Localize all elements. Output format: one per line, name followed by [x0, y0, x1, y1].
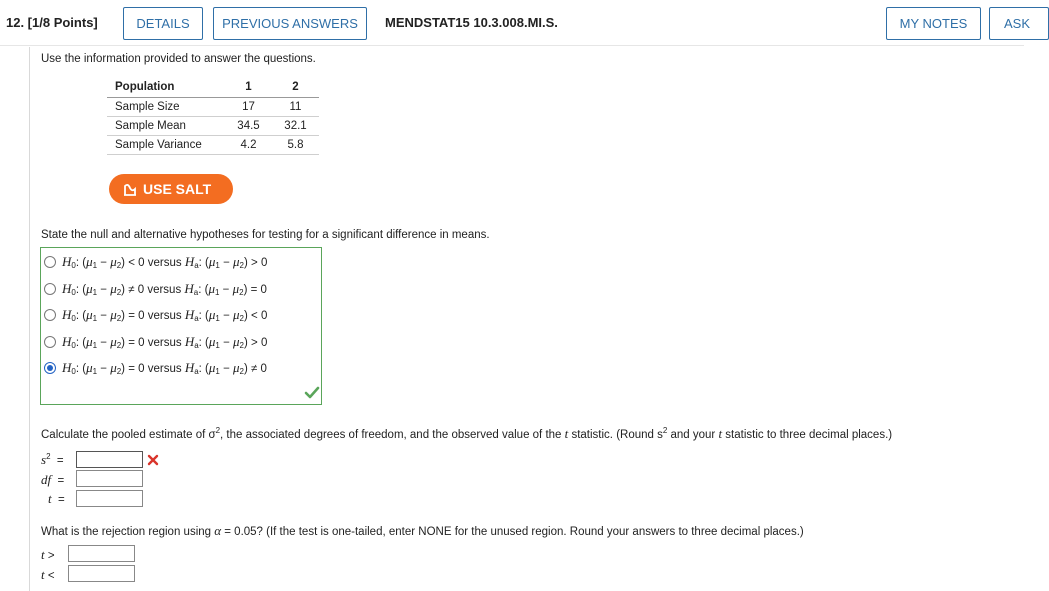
t-greater-label: t > [41, 547, 55, 562]
table-cell: 32.1 [272, 116, 319, 135]
table-cell: 11 [272, 97, 319, 116]
table-header-cell: 2 [272, 78, 319, 97]
radio-button[interactable] [44, 309, 56, 321]
ask-button[interactable]: ASK [989, 7, 1049, 40]
correct-check-icon [305, 387, 319, 399]
table-cell: Sample Variance [107, 135, 225, 154]
course-code: MENDSTAT15 10.3.008.MI.S. [385, 15, 558, 30]
radio-button[interactable] [44, 336, 56, 348]
t-input[interactable] [76, 490, 143, 507]
table-row [107, 116, 319, 135]
population-table [107, 78, 319, 155]
table-header-cell: Population [107, 78, 225, 97]
hypothesis-option-5[interactable]: $H_0$: $(\mu_1 - \mu_2) = 0$ versus $H_a$: $(\mu_1 - \mu_2) \ne 0$ [44, 358, 267, 378]
question-number: 12. [1/8 Points] [6, 15, 98, 30]
salt-icon [123, 176, 137, 206]
radio-button-selected[interactable] [44, 362, 56, 374]
hypothesis-options [40, 247, 322, 405]
table-cell: 4.2 [225, 135, 272, 154]
table-row [107, 97, 319, 116]
hypothesis-prompt: State the null and alternative hypotheses for testing for a significant difference in means. [41, 229, 490, 241]
left-rule [29, 47, 30, 591]
hypothesis-option-1[interactable]: $H_0$: $(\mu_1 - \mu_2) < 0$ versus $H_a$: $(\mu_1 - \mu_2) > 0$ [44, 252, 267, 272]
s2-label: $s^2$ = [41, 452, 64, 467]
hypothesis-option-2[interactable]: $H_0$: $(\mu_1 - \mu_2) \ne 0$ versus $H_a$: $(\mu_1 - \mu_2) = 0$ [44, 279, 267, 299]
table-header-cell: 1 [225, 78, 272, 97]
hypothesis-option-4[interactable]: $H_0$: $(\mu_1 - \mu_2) = 0$ versus $H_a$: $(\mu_1 - \mu_2) > 0$ [44, 332, 267, 352]
details-button[interactable]: DETAILS [123, 7, 203, 40]
s2-input[interactable] [76, 451, 143, 468]
hypothesis-option-3[interactable]: $H_0$: $(\mu_1 - \mu_2) = 0$ versus $H_a$: $(\mu_1 - \mu_2) < 0$ [44, 305, 267, 325]
rejection-upper-input[interactable] [68, 545, 135, 562]
pooled-prompt: Calculate the pooled estimate of $\sigma^2$, the associated degrees of freedom, and the observed value of the t statistic. (Round $s^2$ and your t statistic to three decimal places.) [41, 426, 893, 441]
use-salt-button[interactable] [109, 174, 233, 204]
incorrect-x-icon [147, 454, 159, 466]
table-cell: Sample Mean [107, 116, 225, 135]
table-cell: 5.8 [272, 135, 319, 154]
table-cell: 34.5 [225, 116, 272, 135]
t-less-label: t < [41, 567, 55, 582]
radio-button[interactable] [44, 283, 56, 295]
my-notes-button[interactable]: MY NOTES [886, 7, 981, 40]
use-salt-label: USE SALT [143, 181, 212, 197]
table-cell: 17 [225, 97, 272, 116]
t-label: t = [48, 491, 65, 506]
intro-text: Use the information provided to answer the questions. [41, 53, 316, 65]
radio-button[interactable] [44, 256, 56, 268]
df-input[interactable] [76, 470, 143, 487]
question-header [0, 0, 1031, 46]
previous-answers-button[interactable]: PREVIOUS ANSWERS [213, 7, 367, 40]
table-header-row [107, 78, 319, 97]
rejection-lower-input[interactable] [68, 565, 135, 582]
rejection-prompt: What is the rejection region using α = 0.05? (If the test is one-tailed, enter NONE for the unused region. Round your answers to three decimal places.) [41, 523, 804, 538]
table-cell: Sample Size [107, 97, 225, 116]
table-row [107, 135, 319, 154]
df-label: df = [41, 472, 65, 487]
